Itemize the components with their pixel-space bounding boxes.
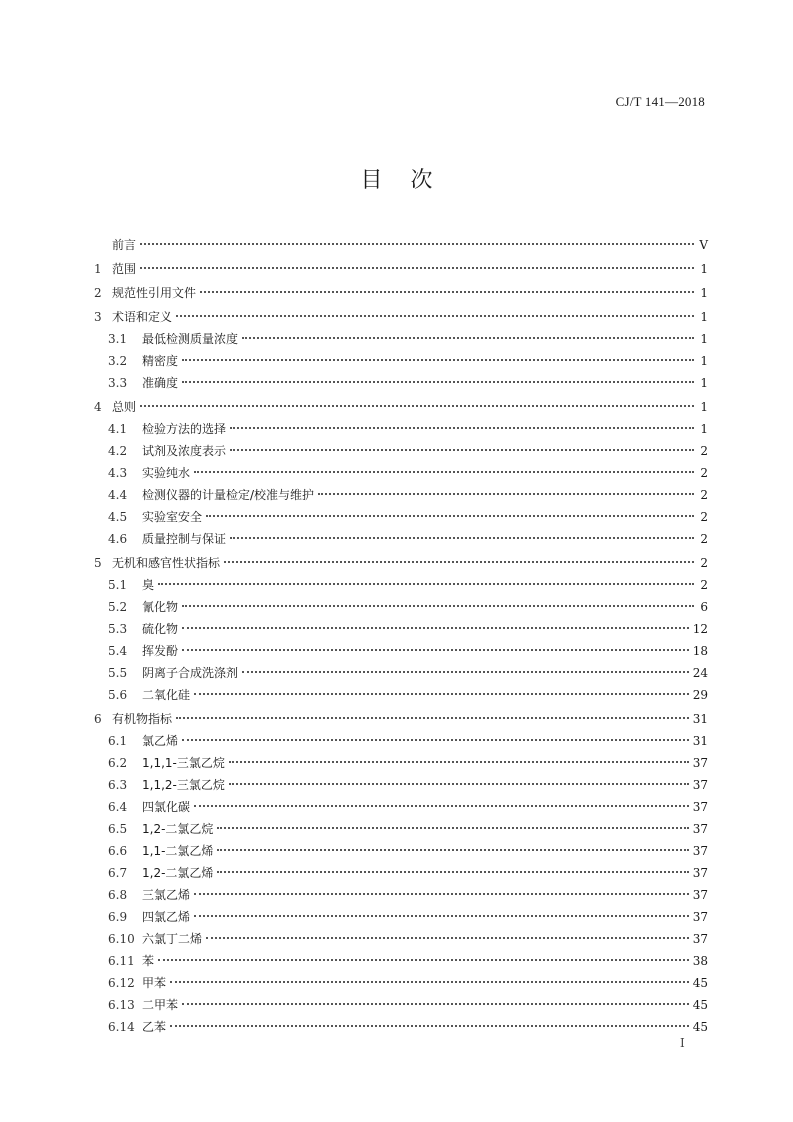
toc-entry[interactable]	[94, 396, 708, 418]
dot-leader	[206, 515, 694, 517]
toc-entry-page: 1	[700, 286, 708, 300]
toc-entry-page: 37	[692, 844, 708, 858]
toc-entry[interactable]	[94, 840, 708, 862]
dot-leader	[217, 849, 688, 851]
toc-entry[interactable]	[94, 596, 708, 618]
dot-leader	[158, 959, 689, 961]
toc-entry-number: 3.1	[108, 332, 128, 346]
toc-entry[interactable]	[94, 950, 708, 972]
toc-entry[interactable]	[94, 730, 708, 752]
toc-entry-label: 三氯乙烯	[142, 888, 191, 902]
toc-entry-label: 检测仪器的计量检定/校准与维护	[142, 488, 315, 502]
toc-entry-number: 3.3	[108, 376, 128, 390]
toc-entry-number: 6.2	[108, 756, 128, 770]
toc-entry-page: 1	[700, 262, 708, 276]
toc-entry-label: 阴离子合成洗涤剂	[142, 666, 239, 680]
toc-entry-page: 1	[700, 332, 708, 346]
toc-entry-number: 6.4	[108, 800, 128, 814]
toc-entry-page: V	[699, 238, 708, 252]
toc-entry-page: 37	[692, 778, 708, 792]
toc-entry-label: 试剂及浓度表示	[142, 444, 227, 458]
toc-entry-page: 2	[700, 466, 708, 480]
toc-entry-page: 2	[700, 488, 708, 502]
table-of-contents	[94, 234, 708, 1038]
toc-entry-label: 硫化物	[142, 622, 179, 636]
toc-entry[interactable]	[94, 618, 708, 640]
dot-leader	[176, 717, 689, 719]
toc-entry-number: 1	[94, 262, 102, 276]
toc-entry[interactable]	[94, 708, 708, 730]
toc-entry-label: 六氯丁二烯	[142, 932, 203, 946]
toc-entry-label: 氰化物	[142, 600, 179, 614]
dot-leader	[217, 871, 688, 873]
toc-entry-label: 甲苯	[142, 976, 167, 990]
toc-entry-label: 实验室安全	[142, 510, 203, 524]
toc-entry-number: 4.1	[108, 422, 128, 436]
toc-entry-page: 2	[700, 556, 708, 570]
toc-entry-number: 6.5	[108, 822, 128, 836]
toc-entry[interactable]	[94, 906, 708, 928]
toc-entry-number: 6.8	[108, 888, 128, 902]
dot-leader	[182, 739, 689, 741]
toc-entry-number: 6.14	[108, 1020, 135, 1034]
toc-entry-number: 2	[94, 286, 102, 300]
toc-entry-number: 5.1	[108, 578, 128, 592]
toc-entry[interactable]	[94, 462, 708, 484]
toc-entry-page: 1	[700, 354, 708, 368]
toc-entry[interactable]	[94, 662, 708, 684]
toc-entry[interactable]	[94, 350, 708, 372]
toc-entry-page: 2	[700, 532, 708, 546]
toc-entry-number: 5.6	[108, 688, 128, 702]
toc-entry-number: 6.1	[108, 734, 128, 748]
toc-entry-label: 挥发酚	[142, 644, 179, 658]
dot-leader	[176, 315, 694, 317]
dot-leader	[229, 783, 689, 785]
dot-leader	[194, 893, 689, 895]
toc-entry[interactable]	[94, 328, 708, 350]
toc-entry-page: 37	[692, 888, 708, 902]
toc-entry-label: 检验方法的选择	[142, 422, 227, 436]
toc-entry[interactable]	[94, 752, 708, 774]
toc-entry-label: 术语和定义	[112, 310, 173, 324]
toc-entry-label: 1,1-二氯乙烯	[142, 844, 214, 858]
standard-code: CJ/T 141—2018	[615, 94, 705, 109]
dot-leader	[170, 1025, 689, 1027]
toc-entry[interactable]	[94, 372, 708, 394]
toc-entry[interactable]	[94, 972, 708, 994]
toc-entry[interactable]	[94, 884, 708, 906]
dot-leader	[158, 583, 694, 585]
toc-entry-page: 45	[692, 998, 708, 1012]
toc-entry-page: 31	[692, 712, 708, 726]
dot-leader	[200, 291, 694, 293]
toc-entry-number: 6.11	[108, 954, 135, 968]
toc-entry[interactable]	[94, 234, 708, 256]
dot-leader	[230, 449, 694, 451]
toc-entry-number: 5	[94, 556, 102, 570]
dot-leader	[182, 359, 694, 361]
toc-entry[interactable]	[94, 528, 708, 550]
toc-entry-page: 2	[700, 578, 708, 592]
toc-entry-number: 6.6	[108, 844, 128, 858]
toc-entry-label: 四氯乙烯	[142, 910, 191, 924]
dot-leader	[140, 267, 694, 269]
dot-leader	[140, 243, 694, 245]
dot-leader	[230, 537, 694, 539]
toc-entry-label: 1,2-二氯乙烷	[142, 822, 214, 836]
dot-leader	[229, 761, 689, 763]
toc-entry-page: 38	[692, 954, 708, 968]
toc-entry-label: 最低检测质量浓度	[142, 332, 239, 346]
toc-entry-label: 实验纯水	[142, 466, 191, 480]
toc-entry-label: 四氯化碳	[142, 800, 191, 814]
toc-entry-page: 45	[692, 976, 708, 990]
toc-entry[interactable]	[94, 306, 708, 328]
toc-entry-page: 37	[692, 822, 708, 836]
toc-entry-page: 1	[700, 310, 708, 324]
toc-entry[interactable]	[94, 684, 708, 706]
toc-entry-label: 范围	[112, 262, 137, 276]
toc-entry-page: 6	[700, 600, 708, 614]
toc-entry[interactable]	[94, 774, 708, 796]
toc-entry-page: 12	[692, 622, 708, 636]
toc-entry-page: 1	[700, 400, 708, 414]
toc-entry-label: 质量控制与保证	[142, 532, 227, 546]
dot-leader	[194, 693, 689, 695]
toc-entry-number: 6.10	[108, 932, 135, 946]
toc-entry-number: 4.3	[108, 466, 128, 480]
toc-entry-page: 37	[692, 800, 708, 814]
toc-entry[interactable]	[94, 484, 708, 506]
toc-entry-page: 37	[692, 866, 708, 880]
toc-entry-label: 臭	[142, 578, 155, 592]
toc-entry-label: 氯乙烯	[142, 734, 179, 748]
dot-leader	[318, 493, 694, 495]
toc-entry-label: 总则	[112, 400, 137, 414]
toc-entry-page: 37	[692, 756, 708, 770]
toc-entry-label: 乙苯	[142, 1020, 167, 1034]
dot-leader	[182, 605, 694, 607]
dot-leader	[182, 627, 689, 629]
toc-entry-label: 无机和感官性状指标	[112, 556, 221, 570]
toc-entry-number: 6.3	[108, 778, 128, 792]
toc-entry[interactable]	[94, 418, 708, 440]
toc-entry-page: 18	[692, 644, 708, 658]
dot-leader	[140, 405, 694, 407]
dot-leader	[182, 1003, 689, 1005]
toc-entry[interactable]	[94, 574, 708, 596]
toc-entry[interactable]	[94, 506, 708, 528]
toc-entry-page: 37	[692, 932, 708, 946]
toc-entry-label: 1,1,1-三氯乙烷	[142, 756, 225, 770]
toc-entry-label: 精密度	[142, 354, 179, 368]
toc-entry-number: 6.13	[108, 998, 135, 1012]
toc-entry-page: 2	[700, 510, 708, 524]
toc-entry[interactable]	[94, 928, 708, 950]
toc-entry[interactable]	[94, 258, 708, 280]
dot-leader	[170, 981, 689, 983]
toc-entry[interactable]	[94, 818, 708, 840]
page-number: I	[680, 1036, 685, 1050]
toc-entry-number: 5.4	[108, 644, 128, 658]
toc-entry-number: 5.3	[108, 622, 128, 636]
toc-entry-number: 6.9	[108, 910, 128, 924]
toc-entry-label: 前言	[112, 238, 137, 252]
page-title: 目次	[360, 168, 461, 193]
toc-entry-number: 5.5	[108, 666, 128, 680]
dot-leader	[182, 381, 694, 383]
toc-entry[interactable]	[94, 640, 708, 662]
toc-entry[interactable]	[94, 552, 708, 574]
dot-leader	[230, 427, 694, 429]
toc-entry[interactable]	[94, 1016, 708, 1038]
toc-entry-number: 6.7	[108, 866, 128, 880]
toc-entry-page: 31	[692, 734, 708, 748]
toc-entry-page: 2	[700, 444, 708, 458]
toc-entry-number: 5.2	[108, 600, 128, 614]
dot-leader	[206, 937, 689, 939]
toc-entry-page: 37	[692, 910, 708, 924]
dot-leader	[194, 915, 689, 917]
dot-leader	[217, 827, 688, 829]
toc-entry-number: 4.2	[108, 444, 128, 458]
toc-entry-number: 4.5	[108, 510, 128, 524]
toc-entry[interactable]	[94, 440, 708, 462]
toc-entry-number: 4.4	[108, 488, 128, 502]
toc-entry[interactable]	[94, 796, 708, 818]
toc-entry-label: 二甲苯	[142, 998, 179, 1012]
toc-entry-label: 1,2-二氯乙烯	[142, 866, 214, 880]
toc-entry-page: 1	[700, 376, 708, 390]
toc-entry-label: 规范性引用文件	[112, 286, 197, 300]
toc-entry-number: 3.2	[108, 354, 128, 368]
dot-leader	[182, 649, 689, 651]
dot-leader	[194, 805, 689, 807]
toc-entry-label: 1,1,2-三氯乙烷	[142, 778, 225, 792]
toc-entry-label: 二氧化硅	[142, 688, 191, 702]
dot-leader	[224, 561, 694, 563]
toc-entry-number: 6.12	[108, 976, 135, 990]
toc-entry-page: 1	[700, 422, 708, 436]
toc-entry-label: 有机物指标	[112, 712, 173, 726]
dot-leader	[242, 337, 694, 339]
toc-entry-label: 准确度	[142, 376, 179, 390]
toc-entry-number: 4.6	[108, 532, 128, 546]
toc-entry[interactable]	[94, 994, 708, 1016]
toc-entry[interactable]	[94, 862, 708, 884]
dot-leader	[194, 471, 694, 473]
toc-entry-page: 29	[692, 688, 708, 702]
toc-entry-page: 24	[692, 666, 708, 680]
toc-entry-number: 3	[94, 310, 102, 324]
dot-leader	[242, 671, 689, 673]
toc-entry-number: 4	[94, 400, 102, 414]
toc-entry[interactable]	[94, 282, 708, 304]
toc-entry-number: 6	[94, 712, 102, 726]
toc-entry-label: 苯	[142, 954, 155, 968]
toc-entry-page: 45	[692, 1020, 708, 1034]
